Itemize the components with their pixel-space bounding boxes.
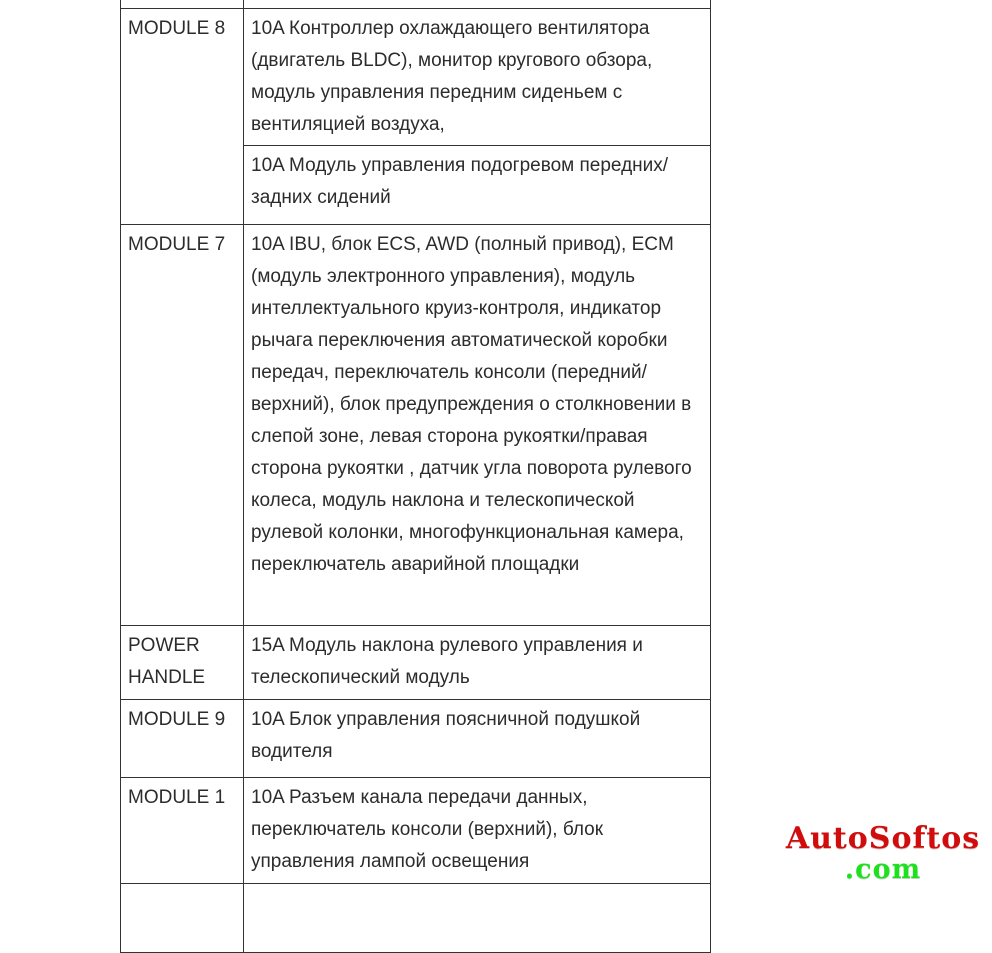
autosoftos-watermark xyxy=(778,822,988,884)
module-8-fuse-2-description: 10A Модуль управления подогревом передних/задних сидений xyxy=(244,146,711,225)
module-8-label: MODULE 8 xyxy=(121,9,244,225)
empty-module-cell xyxy=(121,0,244,9)
module-8-fuse-1-description: 10A Контроллер охлаждающего вентилятора (двигатель BLDC), монитор кругового обзора, модуль управления передним сиденьем с вентиляцией воздуха, xyxy=(244,9,711,146)
module-9-fuse-description: 10A Блок управления поясничной подушкой водителя xyxy=(244,700,711,778)
watermark-site-domain: .com xyxy=(844,854,922,885)
empty-fuse-cell xyxy=(244,884,711,953)
table-row-clipped-bottom xyxy=(121,884,711,953)
table-row-module-1 xyxy=(121,778,711,884)
table-row-module-7 xyxy=(121,225,711,626)
power-handle-fuse-description: 15A Модуль наклона рулевого управления и телескопический модуль xyxy=(244,626,711,700)
table-row-clipped-top xyxy=(121,0,711,9)
module-1-label: MODULE 1 xyxy=(121,778,244,884)
module-9-label: MODULE 9 xyxy=(121,700,244,778)
table-row-module-9 xyxy=(121,700,711,778)
fuse-assignment-table xyxy=(120,0,711,953)
empty-module-cell xyxy=(121,884,244,953)
module-7-label: MODULE 7 xyxy=(121,225,244,626)
watermark-site-name: AutoSoftos xyxy=(785,821,981,856)
table-row-module-8 xyxy=(121,9,711,146)
module-1-fuse-description: 10A Разъем канала передачи данных, переключатель консоли (верхний), блок управления лампой освещения xyxy=(244,778,711,884)
module-7-fuse-description: 10A IBU, блок ECS, AWD (полный привод), ECM (модуль электронного управления), модуль интеллектуального круиз-контроля, индикатор рычага переключения автоматической коробки передач, переключатель консоли (передний/верхний), блок предупреждения о столкновении в слепой зоне, левая сторона рукоятки/правая сторона рукоятки , датчик угла поворота рулевого колеса, модуль наклона и телескопической рулевой колонки, многофункциональная камера, переключатель аварийной площадки xyxy=(244,225,711,626)
empty-fuse-cell xyxy=(244,0,711,9)
table-row-power-handle xyxy=(121,626,711,700)
power-handle-label: POWER HANDLE xyxy=(121,626,244,700)
